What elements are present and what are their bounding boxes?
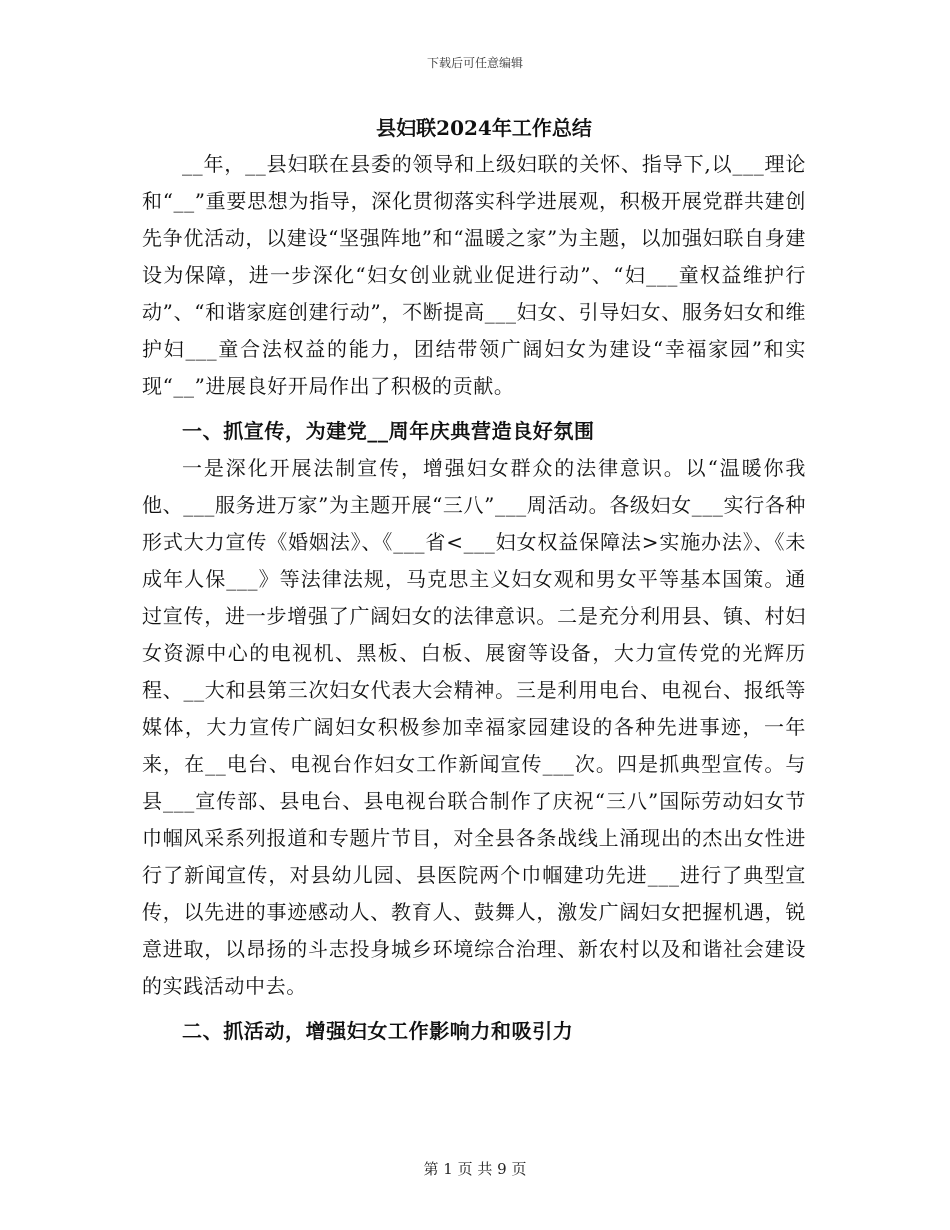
- section-1-paragraph: 一是深化开展法制宣传，增强妇女群众的法律意识。以“温暖你我他、___服务进万家”为主题开展“三八”___周活动。各级妇女___实行各种形式大力宣传《婚姻法》、《___省<___妇女权益保障法>实施办法》、《未成年人保___》等法律法规，马克思主义妇女观和男女平等基本国策。通过宣传，进一步增强了广阔妇女的法律意识。二是充分利用县、镇、村妇女资源中心的电视机、黑板、白板、展窗等设备，大力宣传党的光辉历程、__大和县第三次妇女代表大会精神。三是利用电台、电视台、报纸等媒体，大力宣传广阔妇女积极参加幸福家园建设的各种先进事迹，一年来，在__电台、电视台作妇女工作新闻宣传___次。四是抓典型宣传。与县___宣传部、县电台、县电视台联合制作了庆祝“三八”国际劳动妇女节巾帼风采系列报道和专题片节目，对全县各条战线上涌现出的杰出女性进行了新闻宣传，对县幼儿园、县医院两个巾帼建功先进___进行了典型宣传，以先进的事迹感动人、教育人、鼓舞人，激发广阔妇女把握机遇，锐意进取，以昂扬的斗志投身城乡环境综合治理、新农村以及和谐社会建设的实践活动中去。: [142, 456, 806, 998]
- document-body: [142, 110, 806, 1050]
- section-2-heading: 二、抓活动，增强妇女工作影响力和吸引力: [182, 1019, 574, 1043]
- intro-paragraph: __年，__县妇联在县委的领导和上级妇联的关怀、指导下,以___理论和“__”重要思想为指导，深化贯彻落实科学进展观，积极开展党群共建创先争优活动，以建设“坚强阵地”和“温暖之家”为主题，以加强妇联自身建设为保障，进一步深化“妇女创业就业促进行动”、“妇___童权益维护行动”、“和谐家庭创建行动”，不断提高___妇女、引导妇女、服务妇女和维护妇___童合法权益的能力，团结带领广阔妇女为建设“幸福家园”和实现“__”进展良好开局作出了积极的贡献。: [142, 152, 806, 398]
- section-1-heading: 一、抓宣传，为建党__周年庆典营造良好氛围: [182, 419, 595, 443]
- page-footer-pagination: 第 1 页 共 9 页: [423, 1160, 527, 1178]
- page-header-note: 下载后可任意编辑: [426, 56, 523, 70]
- document-title: 县妇联2024年工作总结: [376, 116, 592, 140]
